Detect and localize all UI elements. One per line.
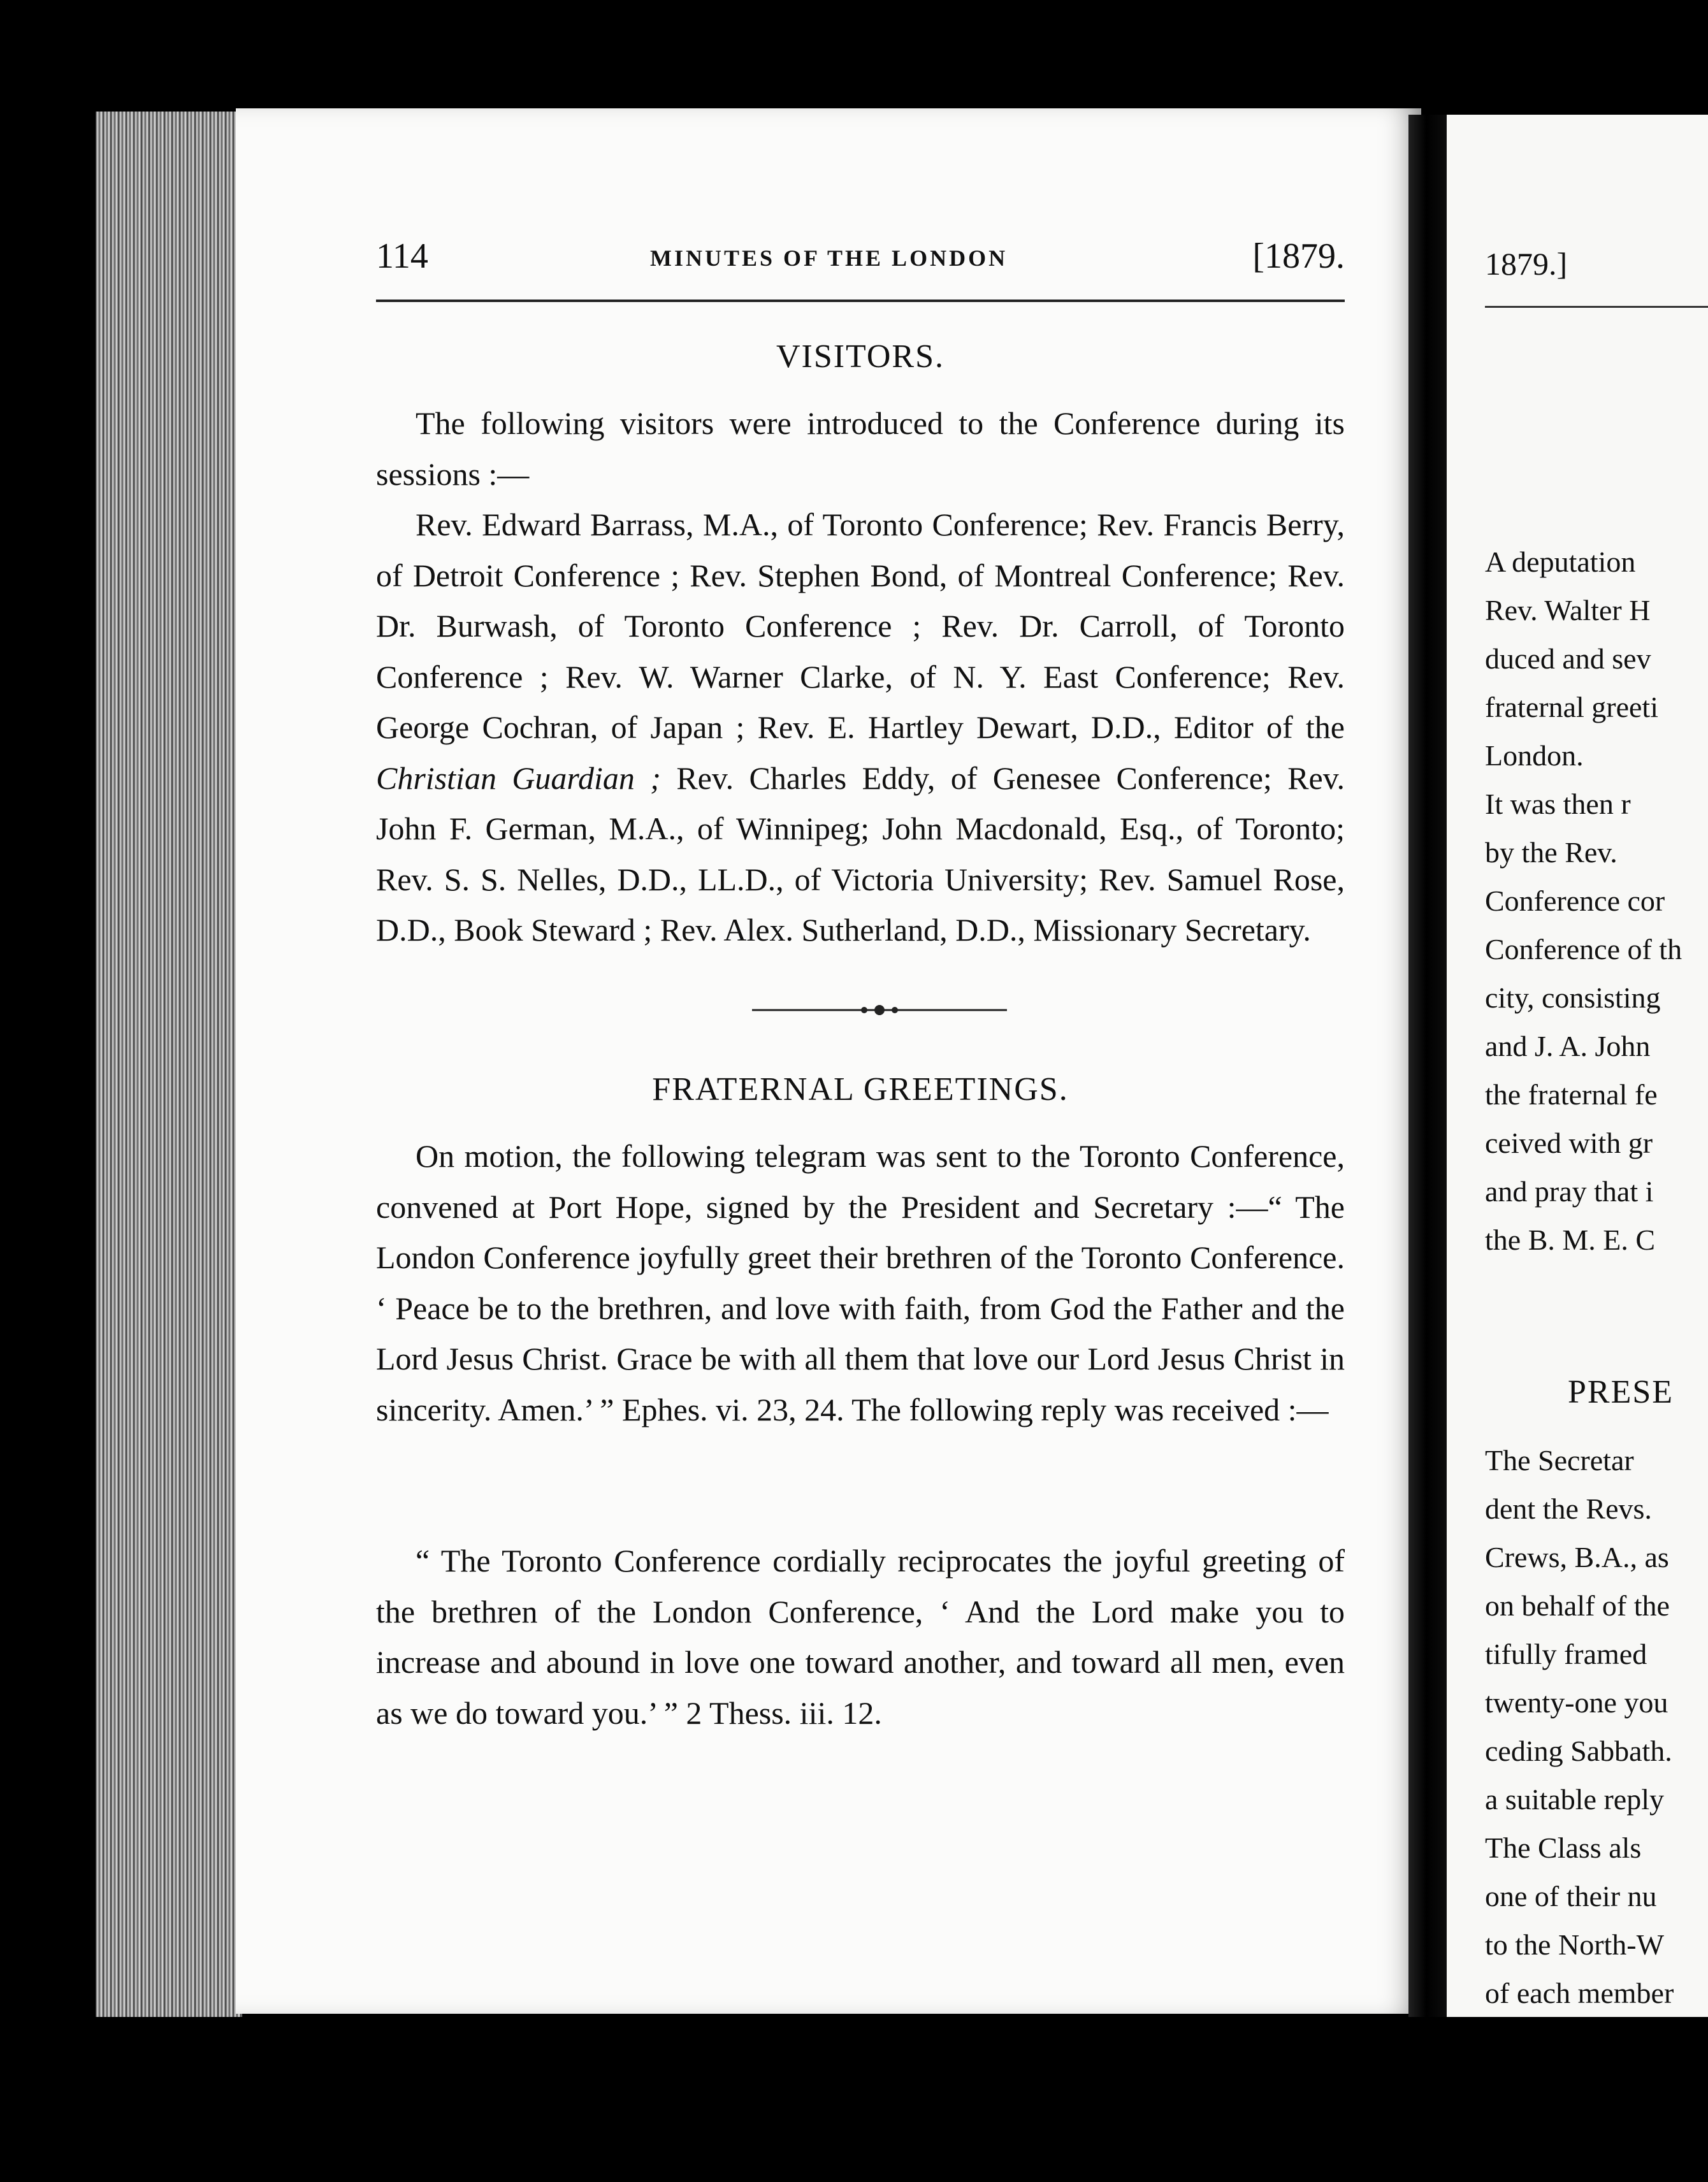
left-page bbox=[236, 108, 1421, 2014]
right-line: the fraternal fe bbox=[1485, 1078, 1658, 1111]
running-head bbox=[376, 236, 1345, 287]
newspaper-title: Christian Guardian ; bbox=[376, 760, 661, 796]
right-line: It was then r bbox=[1485, 788, 1631, 820]
greetings-para1-text: On motion, the following telegram was sent to the Toronto Conference, convened at Port Hope, signed by the President and Secretary :—“ The London Conference joyfully greet their brethren of the Toronto Conference. ‘ Peace be to the brethren, and love with faith, from God the Father and the Lord Jesus Christ. Grace be with all them that love our Lord Jesus Christ in sincerity. Amen.’ ” Ephes. vi. 23, 24. The following reply was received :— bbox=[376, 1138, 1345, 1427]
right-line: and pray that i bbox=[1485, 1175, 1654, 1208]
right-line: The Class als bbox=[1485, 1832, 1642, 1864]
right-line: Rev. Walter H bbox=[1485, 594, 1651, 626]
right-line: A deputation bbox=[1485, 546, 1636, 578]
running-title: MINUTES OF THE LONDON bbox=[650, 245, 1008, 271]
right-line: of each member bbox=[1485, 1977, 1674, 2009]
right-line: ceding Sabbath. bbox=[1485, 1735, 1672, 1767]
greetings-para2 bbox=[376, 1536, 1345, 1738]
right-page bbox=[1447, 115, 1708, 2020]
right-line: to the North-W bbox=[1485, 1928, 1665, 1961]
right-line: London. bbox=[1485, 739, 1584, 772]
right-line: city, consisting bbox=[1485, 981, 1661, 1014]
greetings-para2-text: “ The Toronto Conference cordially reciprocates the joyful greeting of the brethren of the London Conference, ‘ And the Lord make you to increase and abound in love one toward another, and toward all men, even as we do toward you.’ ” 2 Thess. iii. 12. bbox=[376, 1543, 1345, 1731]
running-year: [1879. bbox=[1252, 236, 1345, 276]
visitors-heading: VISITORS. bbox=[776, 338, 945, 375]
ornament-divider bbox=[752, 1001, 1007, 1020]
visitors-intro bbox=[376, 398, 1345, 500]
right-line: fraternal greeti bbox=[1485, 691, 1658, 723]
visitors-intro-text: The following visitors were introduced to the Conference during its sessions :— bbox=[376, 405, 1345, 492]
visitors-list bbox=[376, 500, 1345, 956]
right-heading: PRESE bbox=[1568, 1374, 1674, 1410]
right-line: The Secretar bbox=[1485, 1444, 1634, 1477]
right-line: twenty-one you bbox=[1485, 1686, 1668, 1719]
greetings-para1 bbox=[376, 1131, 1345, 1435]
right-year: 1879.] bbox=[1485, 246, 1568, 282]
right-line: by the Rev. bbox=[1485, 836, 1618, 869]
visitors-list-text: Rev. Edward Barrass, M.A., of Toronto Conference; Rev. Francis Berry, of Detroit Conference ; Rev. Stephen Bond, of Montreal Conference; Rev. Dr. Burwash, of Toronto Conference ; Rev. Dr. Carroll, of Toronto Conference ; Rev. W. Warner Clarke, of N. Y. East Conference; Rev. George Cochran, of Japan ; Rev. E. Hartley Dewart, D.D., Editor of the bbox=[376, 507, 1345, 745]
right-line: tifully framed bbox=[1485, 1638, 1647, 1670]
right-line: Conference of th bbox=[1485, 933, 1683, 965]
page-number: 114 bbox=[376, 236, 428, 276]
right-line: and J. A. John bbox=[1485, 1030, 1651, 1062]
right-line: a suitable reply bbox=[1485, 1783, 1665, 1816]
right-header-rule bbox=[1485, 306, 1708, 308]
greetings-heading: FRATERNAL GREETINGS. bbox=[652, 1071, 1069, 1108]
right-line: duced and sev bbox=[1485, 642, 1651, 675]
right-line: ceived with gr bbox=[1485, 1127, 1653, 1159]
right-line: dent the Revs. bbox=[1485, 1492, 1652, 1525]
scan-background bbox=[0, 2017, 1708, 2182]
right-line: one of their nu bbox=[1485, 1880, 1657, 1912]
right-line: the B. M. E. C bbox=[1485, 1224, 1656, 1256]
right-line: on behalf of the bbox=[1485, 1589, 1670, 1622]
page-edges bbox=[96, 112, 242, 2023]
right-line: Conference cor bbox=[1485, 885, 1665, 917]
visitors-list-end: Rev. Charles Eddy, of Genesee Conference; Rev. John F. German, M.A., of Winnipeg; John Macdonald, Esq., of Toronto; Rev. S. S. Nelles, D.D., LL.D., of Victoria University; Rev. Samuel Rose, D.D., Book Steward ; Rev. Alex. Sutherland, D.D., Missionary Secretary. bbox=[376, 760, 1345, 948]
right-line: Crews, B.A., as bbox=[1485, 1541, 1669, 1573]
header-rule bbox=[376, 300, 1345, 302]
